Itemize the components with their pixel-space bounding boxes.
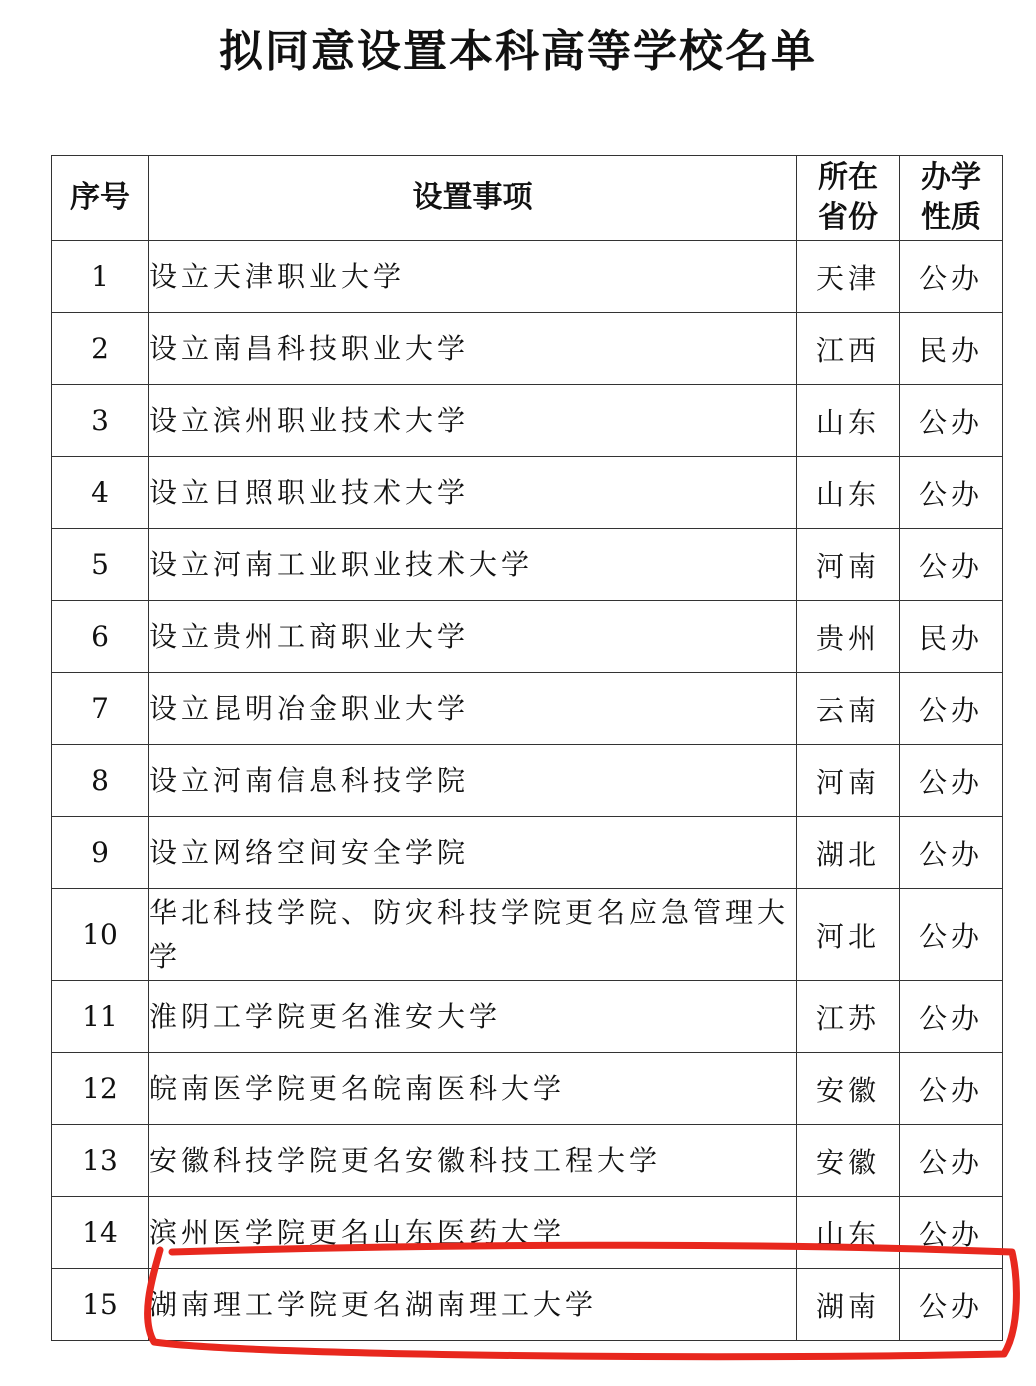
table-row [52,385,1003,457]
header-province-line2: 省份 [818,200,878,235]
row-index: 11 [52,981,149,1053]
row-index: 5 [52,529,149,601]
table-row [52,457,1003,529]
header-type-line2: 性质 [921,200,981,235]
header-province [797,156,900,241]
row-province: 山东 [797,457,900,529]
row-province: 天津 [797,241,900,313]
row-item: 设立滨州职业技术大学 [149,385,797,457]
school-list-table [51,155,1003,1341]
row-index: 6 [52,601,149,673]
row-province: 河南 [797,529,900,601]
row-index: 4 [52,457,149,529]
table-row [52,1125,1003,1197]
row-type: 公办 [900,529,1003,601]
table-row [52,1269,1003,1341]
table-row [52,1053,1003,1125]
header-index: 序号 [52,156,149,241]
header-type [900,156,1003,241]
row-province: 河南 [797,745,900,817]
row-item: 皖南医学院更名皖南医科大学 [149,1053,797,1125]
header-type-line1: 办学 [921,160,981,195]
row-province: 湖北 [797,817,900,889]
table-row [52,745,1003,817]
header-province-line1: 所在 [818,160,878,195]
row-type: 公办 [900,241,1003,313]
row-type: 公办 [900,1197,1003,1269]
row-item: 滨州医学院更名山东医药大学 [149,1197,797,1269]
row-province: 安徽 [797,1125,900,1197]
table-row [52,529,1003,601]
row-index: 8 [52,745,149,817]
row-province: 云南 [797,673,900,745]
row-index: 12 [52,1053,149,1125]
row-type: 公办 [900,981,1003,1053]
row-index: 3 [52,385,149,457]
table-row [52,313,1003,385]
table-row [52,889,1003,981]
row-province: 安徽 [797,1053,900,1125]
row-type: 公办 [900,745,1003,817]
table-row [52,817,1003,889]
table-row [52,601,1003,673]
row-type: 民办 [900,313,1003,385]
row-item: 设立河南工业职业技术大学 [149,529,797,601]
row-type: 公办 [900,889,1003,981]
row-province: 山东 [797,385,900,457]
header-item: 设置事项 [149,156,797,241]
row-type: 公办 [900,1125,1003,1197]
row-index: 10 [52,889,149,981]
table-row [52,1197,1003,1269]
row-index: 9 [52,817,149,889]
row-type: 公办 [900,457,1003,529]
row-item: 设立日照职业技术大学 [149,457,797,529]
row-item: 设立网络空间安全学院 [149,817,797,889]
row-type: 公办 [900,1053,1003,1125]
row-province: 山东 [797,1197,900,1269]
row-item: 安徽科技学院更名安徽科技工程大学 [149,1125,797,1197]
row-item: 设立南昌科技职业大学 [149,313,797,385]
table-header-row [52,156,1003,241]
row-item: 湖南理工学院更名湖南理工大学 [149,1269,797,1341]
row-item: 华北科技学院、防灾科技学院更名应急管理大学 [149,889,797,981]
row-province: 江苏 [797,981,900,1053]
row-type: 公办 [900,1269,1003,1341]
row-province: 河北 [797,889,900,981]
row-type: 公办 [900,385,1003,457]
table-row [52,981,1003,1053]
table-row [52,241,1003,313]
row-index: 15 [52,1269,149,1341]
row-index: 13 [52,1125,149,1197]
row-index: 1 [52,241,149,313]
row-type: 民办 [900,601,1003,673]
row-type: 公办 [900,673,1003,745]
row-province: 贵州 [797,601,900,673]
row-item: 设立河南信息科技学院 [149,745,797,817]
row-item: 设立贵州工商职业大学 [149,601,797,673]
row-item: 淮阴工学院更名淮安大学 [149,981,797,1053]
row-province: 江西 [797,313,900,385]
page-title: 拟同意设置本科高等学校名单 [219,26,817,77]
row-type: 公办 [900,817,1003,889]
row-index: 14 [52,1197,149,1269]
row-index: 2 [52,313,149,385]
row-index: 7 [52,673,149,745]
row-item: 设立天津职业大学 [149,241,797,313]
row-province: 湖南 [797,1269,900,1341]
table-row [52,673,1003,745]
row-item: 设立昆明冶金职业大学 [149,673,797,745]
